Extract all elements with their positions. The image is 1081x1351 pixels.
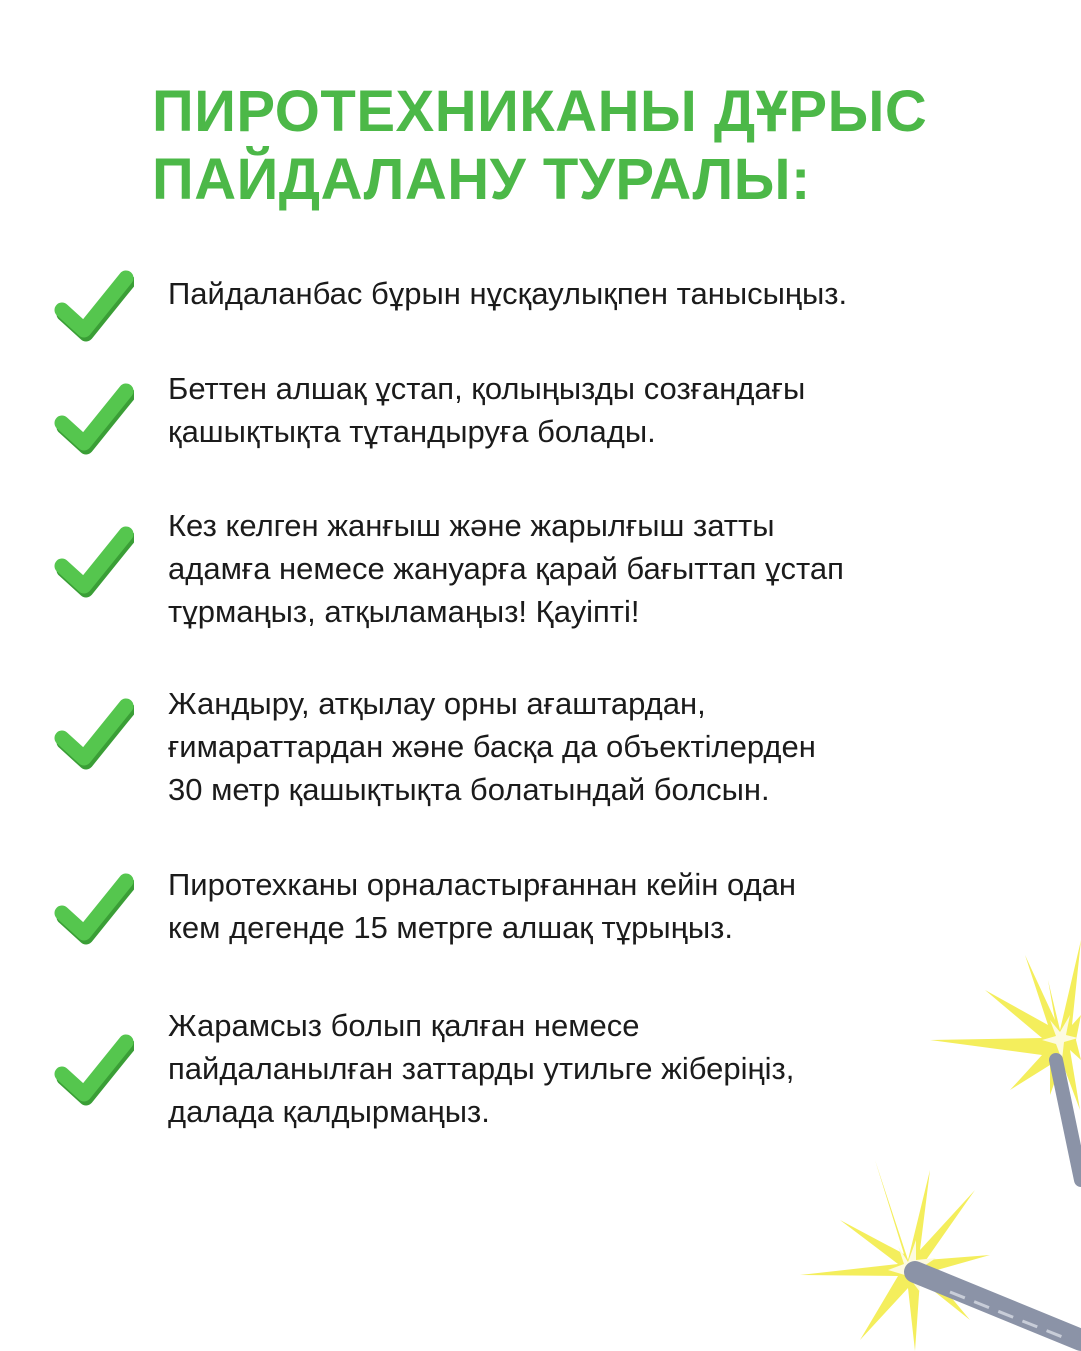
checkmark-icon	[54, 1030, 134, 1106]
item-line: кем дегенде 15 метрге алшақ тұрыңыз.	[168, 910, 733, 945]
item-text	[168, 682, 988, 811]
item-line: Пайдаланбас бұрын нұсқаулықпен танысыңыз.	[168, 276, 848, 311]
checkmark-icon	[54, 266, 134, 342]
item-line: пайдаланылған заттарды утильге жіберіңіз,	[168, 1051, 795, 1086]
sparkler-stick-lower	[915, 1272, 1081, 1340]
item-line: 30 метр қашықтықта болатындай болсын.	[168, 772, 770, 807]
title-line-2: ПАЙДАЛАНУ ТУРАЛЫ:	[152, 147, 811, 212]
checkmark-icon	[54, 522, 134, 598]
item-text	[168, 504, 988, 633]
item-line: Кез келген жанғыш және жарылғыш затты	[168, 508, 775, 543]
item-text	[168, 367, 988, 453]
checkmark-icon	[54, 694, 134, 770]
sparkler-illustration	[780, 920, 1081, 1351]
item-line: далада қалдырмаңыз.	[168, 1094, 490, 1129]
title-line-1: ПИРОТЕХНИКАНЫ ДҰРЫС	[152, 79, 928, 144]
item-line: Жарамсыз болып қалған немесе	[168, 1008, 640, 1043]
item-line: Пиротехканы орналастырғаннан кейін одан	[168, 867, 797, 902]
item-line: тұрмаңыз, атқыламаңыз! Қауіпті!	[168, 594, 640, 629]
sparkle-burst-lower	[800, 1160, 990, 1351]
item-line: қашықтықта тұтандыруға болады.	[168, 414, 656, 449]
item-text	[168, 272, 988, 315]
item-line: адамға немесе жануарға қарай бағыттап ұстап	[168, 551, 844, 586]
page-title	[152, 78, 1052, 214]
item-line: Беттен алшақ ұстап, қолыңызды созғандағы	[168, 371, 806, 406]
item-line: ғимараттардан және басқа да объектілерден	[168, 729, 816, 764]
item-line: Жандыру, атқылау орны ағаштардан,	[168, 686, 706, 721]
checkmark-icon	[54, 869, 134, 945]
checkmark-icon	[54, 379, 134, 455]
